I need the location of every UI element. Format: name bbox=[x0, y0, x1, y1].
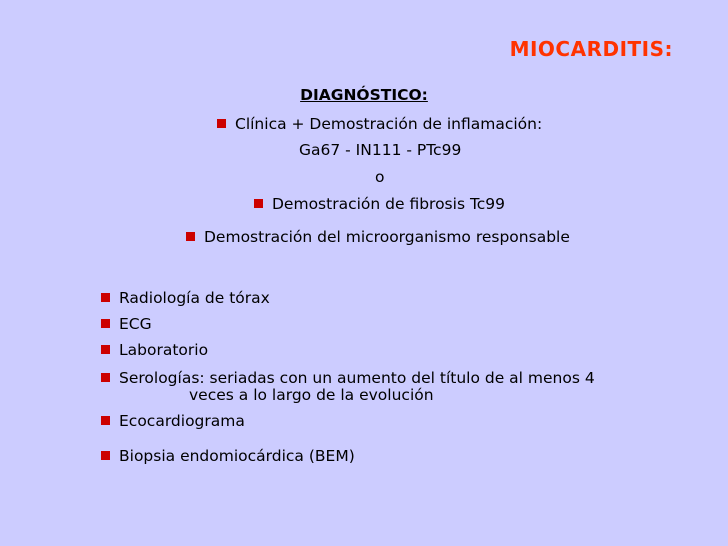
test-item-radiology bbox=[101, 289, 270, 307]
test-item-text: Biopsia endomiocárdica (BEM) bbox=[119, 447, 355, 465]
test-item-laboratory bbox=[101, 341, 208, 359]
test-item-biopsy bbox=[101, 447, 355, 465]
test-item-echo bbox=[101, 412, 245, 430]
square-bullet-icon bbox=[101, 293, 110, 302]
test-item-ecg bbox=[101, 315, 152, 333]
square-bullet-icon bbox=[217, 119, 226, 128]
square-bullet-icon bbox=[101, 345, 110, 354]
square-bullet-icon bbox=[254, 199, 263, 208]
square-bullet-icon bbox=[101, 373, 110, 382]
diagnosis-clinical-text: Clínica + Demostración de inflamación: bbox=[235, 115, 543, 133]
diagnosis-heading: DIAGNÓSTICO: bbox=[300, 86, 428, 104]
diagnosis-microorganism-item bbox=[186, 228, 570, 246]
diagnosis-isotopes: Ga67 - IN111 - PTc99 bbox=[299, 141, 462, 159]
diagnosis-fibrosis-text: Demostración de fibrosis Tc99 bbox=[272, 195, 506, 213]
square-bullet-icon bbox=[186, 232, 195, 241]
slide-title: MIOCARDITIS: bbox=[509, 37, 673, 61]
diagnosis-microorganism-text: Demostración del microorganismo responsable bbox=[204, 228, 570, 246]
square-bullet-icon bbox=[101, 319, 110, 328]
test-item-text: Ecocardiograma bbox=[119, 412, 245, 430]
test-item-text: Radiología de tórax bbox=[119, 289, 270, 307]
test-item-serology bbox=[101, 369, 595, 387]
diagnosis-fibrosis-item bbox=[254, 195, 505, 213]
square-bullet-icon bbox=[101, 416, 110, 425]
test-item-text: ECG bbox=[119, 315, 152, 333]
test-item-text: Laboratorio bbox=[119, 341, 209, 359]
serology-continuation: veces a lo largo de la evolución bbox=[189, 386, 434, 404]
square-bullet-icon bbox=[101, 451, 110, 460]
test-item-text: Serologías: seriadas con un aumento del título de al menos 4 bbox=[119, 369, 595, 387]
diagnosis-clinical-item bbox=[217, 115, 542, 133]
diagnosis-or: o bbox=[375, 168, 385, 186]
